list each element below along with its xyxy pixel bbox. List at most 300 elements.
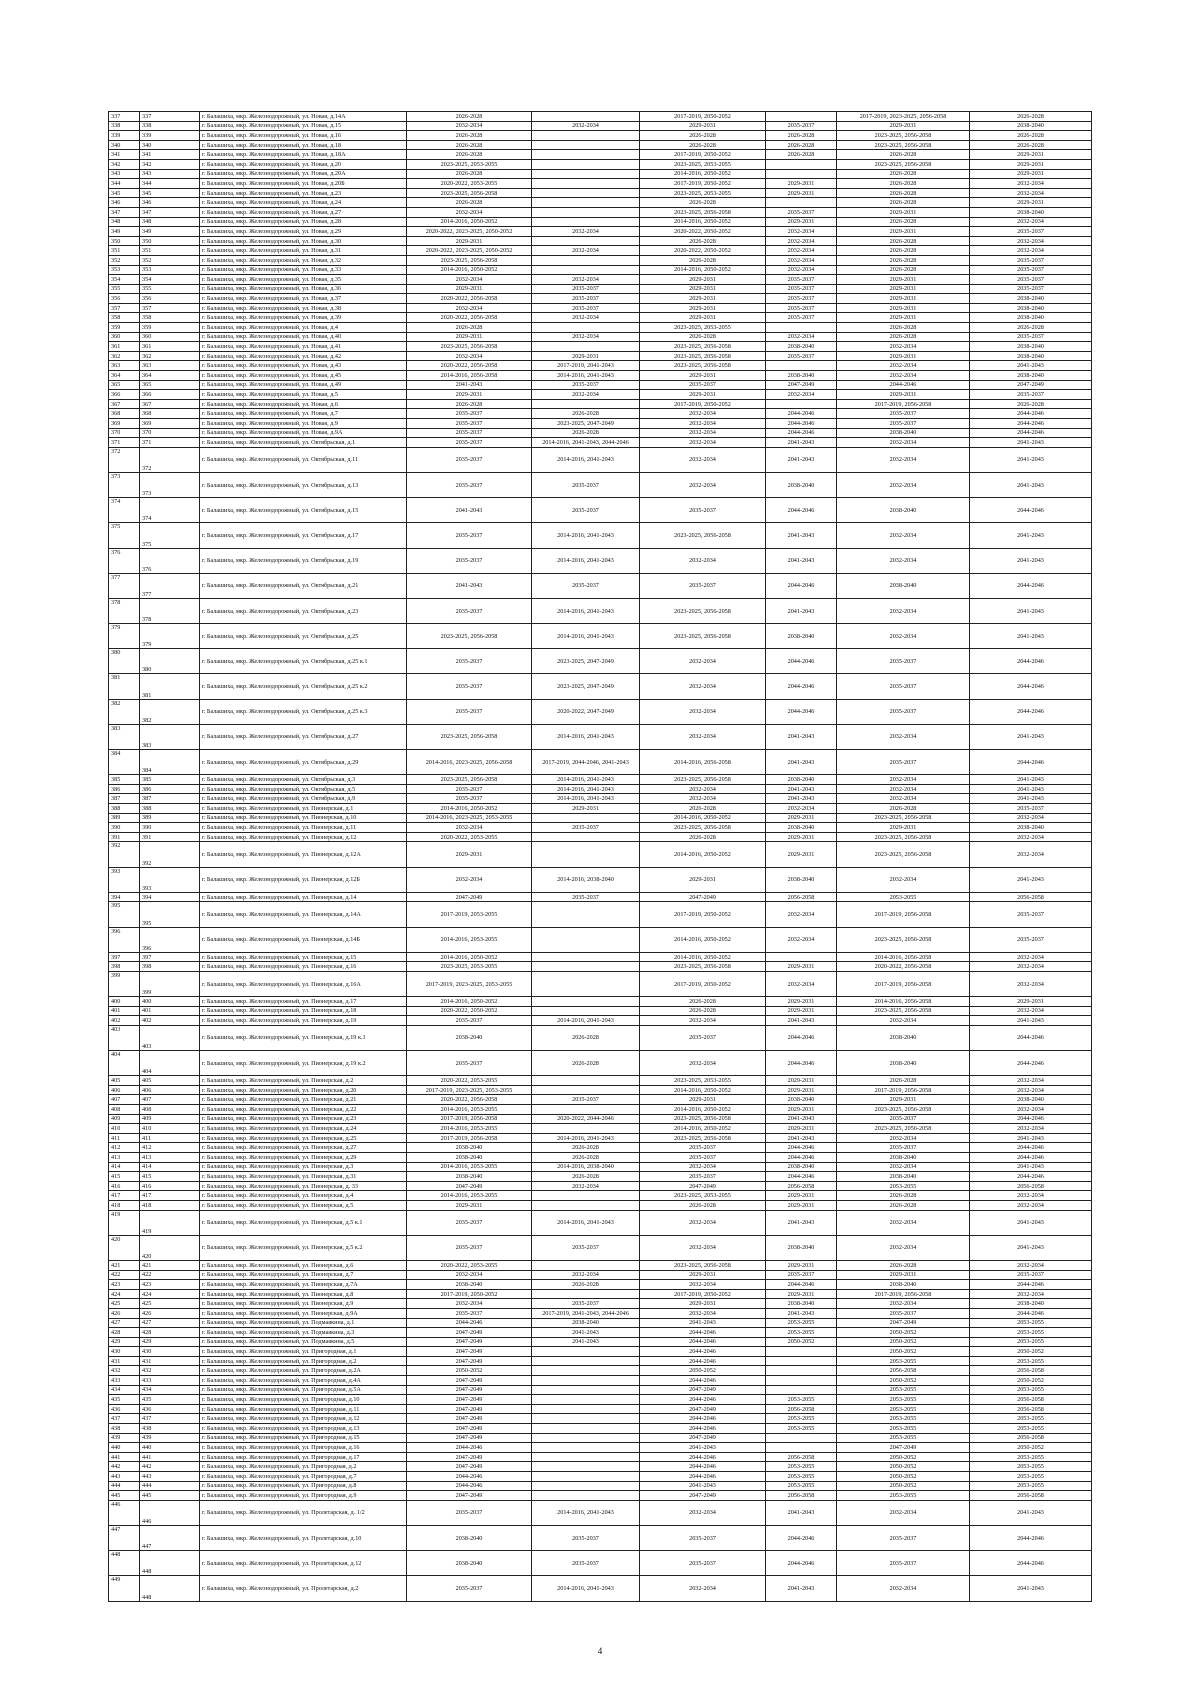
table-row — [109, 523, 1092, 548]
period-4-cell: 2041-2043 — [766, 1576, 837, 1601]
table-body — [109, 112, 1092, 1602]
period-3-cell: 2032-2034 — [640, 1576, 766, 1601]
period-2-cell: 2014-2016, 2041-2043, 2044-2046 — [532, 438, 640, 448]
period-6-cell: 2044-2046 — [970, 674, 1092, 699]
period-6-cell: 2032-2034 — [970, 1200, 1092, 1210]
row-number-cell: 442 — [140, 1462, 200, 1472]
period-6-cell: 2035-2037 — [970, 265, 1092, 275]
row-index-cell: 394 — [109, 892, 140, 902]
row-number-cell: 355 — [140, 284, 200, 294]
row-index-cell: 361 — [109, 342, 140, 352]
row-number-cell: 423 — [140, 1280, 200, 1290]
table-row — [109, 227, 1092, 237]
period-6-cell: 2038-2040 — [970, 371, 1092, 381]
row-index-cell: 436 — [109, 1404, 140, 1414]
row-index-cell: 342 — [109, 159, 140, 169]
period-4-cell: 2035-2037 — [766, 121, 837, 131]
period-2-cell: 2035-2037 — [532, 1095, 640, 1105]
period-1-cell: 2035-2037 — [407, 438, 532, 448]
period-4-cell: 2026-2028 — [766, 140, 837, 150]
period-6-cell: 2038-2040 — [970, 342, 1092, 352]
period-2-cell — [532, 842, 640, 867]
address-cell: г. Балашиха, мкр. Железнодорожный, ул. Новая, д.18 — [200, 140, 407, 150]
row-index-cell: 408 — [109, 1105, 140, 1115]
period-5-cell: 2032-2034 — [837, 1162, 970, 1172]
period-1-cell: 2035-2037 — [407, 548, 532, 573]
table-row — [109, 1260, 1092, 1270]
period-4-cell: 2029-2031 — [766, 1076, 837, 1086]
row-number-cell: 349 — [140, 227, 200, 237]
row-number-cell: 353 — [140, 265, 200, 275]
period-1-cell: 2014-2016, 2053-2055 — [407, 927, 532, 952]
period-1-cell: 2035-2037 — [407, 794, 532, 804]
period-6-cell: 2044-2046 — [970, 1153, 1092, 1163]
address-cell: г. Балашиха, мкр. Железнодорожный, ул. Новая, д.41 — [200, 342, 407, 352]
period-1-cell: 2026-2028 — [407, 140, 532, 150]
period-5-cell: 2053-2055 — [837, 1385, 970, 1395]
period-4-cell: 2032-2034 — [766, 227, 837, 237]
period-6-cell: 2044-2046 — [970, 1172, 1092, 1182]
period-5-cell: 2023-2025, 2056-2058 — [837, 813, 970, 823]
period-5-cell: 2053-2055 — [837, 1181, 970, 1191]
row-number-cell: 411 — [140, 1133, 200, 1143]
period-4-cell — [766, 952, 837, 962]
row-index-cell: 371 — [109, 438, 140, 448]
period-4-cell: 2029-2031 — [766, 813, 837, 823]
row-index-cell: 382 — [109, 699, 140, 724]
period-3-cell: 2026-2028 — [640, 332, 766, 342]
row-index-cell: 370 — [109, 428, 140, 438]
row-number-cell: 445 — [140, 1491, 200, 1501]
period-4-cell: 2053-2055 — [766, 1424, 837, 1434]
period-6-cell: 2032-2034 — [970, 236, 1092, 246]
period-3-cell: 2014-2016, 2050-2052 — [640, 265, 766, 275]
period-6-cell: 2053-2055 — [970, 1452, 1092, 1462]
address-cell: г. Балашиха, мкр. Железнодорожный, ул. Новая, д.20А — [200, 169, 407, 179]
period-1-cell: 2035-2037 — [407, 699, 532, 724]
row-index-cell: 351 — [109, 246, 140, 256]
period-3-cell: 2023-2025, 2056-2058 — [640, 1114, 766, 1124]
period-2-cell: 2038-2040 — [532, 1318, 640, 1328]
row-number-cell: 387 — [140, 794, 200, 804]
table-row — [109, 472, 1092, 497]
period-5-cell: 2023-2025, 2056-2058 — [837, 927, 970, 952]
period-3-cell: 2017-2019, 2050-2052 — [640, 1289, 766, 1299]
period-6-cell: 2041-2043 — [970, 1210, 1092, 1235]
row-number-cell: 365 — [140, 380, 200, 390]
period-3-cell: 2023-2025, 2053-2055 — [640, 159, 766, 169]
period-5-cell: 2038-2040 — [837, 1153, 970, 1163]
period-6-cell: 2032-2034 — [970, 813, 1092, 823]
period-5-cell: 2026-2028 — [837, 1260, 970, 1270]
period-5-cell: 2026-2028 — [837, 198, 970, 208]
period-4-cell — [766, 323, 837, 333]
period-1-cell: 2047-2049 — [407, 1395, 532, 1405]
address-cell: г. Балашиха, мкр. Железнодорожный, ул. Октябрьская, д.17 — [200, 523, 407, 548]
address-cell: г. Балашиха, мкр. Железнодорожный, ул. Новая, д.6 — [200, 399, 407, 409]
period-1-cell: 2047-2049 — [407, 1376, 532, 1386]
period-6-cell: 2044-2046 — [970, 1143, 1092, 1153]
period-5-cell: 2038-2040 — [837, 1051, 970, 1076]
period-1-cell: 2047-2049 — [407, 1491, 532, 1501]
period-4-cell: 2044-2046 — [766, 1025, 837, 1050]
row-index-cell: 373 — [109, 472, 140, 497]
address-cell: г. Балашиха, мкр. Железнодорожный, ул. Пролетарская, д.12 — [200, 1551, 407, 1576]
row-number-cell: 347 — [140, 207, 200, 217]
period-6-cell: 2038-2040 — [970, 313, 1092, 323]
period-3-cell: 2047-2049 — [640, 892, 766, 902]
period-1-cell: 2032-2034 — [407, 1299, 532, 1309]
period-4-cell — [766, 1443, 837, 1453]
row-index-cell: 406 — [109, 1085, 140, 1095]
period-3-cell: 2032-2034 — [640, 1162, 766, 1172]
period-3-cell: 2044-2046 — [640, 1395, 766, 1405]
row-index-cell: 353 — [109, 265, 140, 275]
address-cell: г. Балашиха, мкр. Железнодорожный, ул. Октябрьская, д.27 — [200, 724, 407, 749]
period-1-cell: 2047-2049 — [407, 1337, 532, 1347]
period-3-cell: 2032-2034 — [640, 438, 766, 448]
period-3-cell: 2023-2025, 2056-2058 — [640, 962, 766, 972]
period-2-cell — [532, 1385, 640, 1395]
period-3-cell: 2035-2037 — [640, 1551, 766, 1576]
table-row — [109, 971, 1092, 996]
period-3-cell: 2026-2028 — [640, 255, 766, 265]
period-6-cell: 2053-2055 — [970, 1337, 1092, 1347]
period-2-cell: 2035-2037 — [532, 892, 640, 902]
period-3-cell: 2029-2031 — [640, 1095, 766, 1105]
row-number-cell: 412 — [140, 1143, 200, 1153]
table-row — [109, 1124, 1092, 1134]
row-index-cell: 414 — [109, 1162, 140, 1172]
address-cell: г. Балашиха, мкр. Железнодорожный, ул. Новая, д.7 — [200, 409, 407, 419]
table-row — [109, 573, 1092, 598]
row-number-cell: 367 — [140, 399, 200, 409]
period-2-cell — [532, 342, 640, 352]
row-number-cell: 368 — [140, 409, 200, 419]
period-6-cell: 2029-2031 — [970, 150, 1092, 160]
period-2-cell: 2014-2016, 2041-2043 — [532, 523, 640, 548]
row-number-cell: 418 — [140, 1200, 200, 1210]
address-cell: г. Балашиха, мкр. Железнодорожный, ул. Новая, д.49 — [200, 380, 407, 390]
period-6-cell: 2041-2043 — [970, 548, 1092, 573]
period-1-cell: 2047-2049 — [407, 1462, 532, 1472]
period-5-cell: 2029-2031 — [837, 823, 970, 833]
row-number-cell: 376 — [140, 548, 200, 573]
period-2-cell: 2032-2034 — [532, 246, 640, 256]
period-3-cell: 2032-2034 — [640, 699, 766, 724]
period-2-cell: 2026-2028 — [532, 1143, 640, 1153]
period-6-cell: 2032-2034 — [970, 1085, 1092, 1095]
period-1-cell: 2038-2040 — [407, 1551, 532, 1576]
period-3-cell: 2014-2016, 2050-2052 — [640, 1124, 766, 1134]
period-5-cell: 2026-2028 — [837, 323, 970, 333]
row-index-cell: 367 — [109, 399, 140, 409]
address-cell: г. Балашиха, мкр. Железнодорожный, ул. Пионерская, д.9 — [200, 1299, 407, 1309]
address-cell: г. Балашиха, мкр. Железнодорожный, ул. Пролетарская, д. 1/2 — [200, 1500, 407, 1525]
period-4-cell: 2032-2034 — [766, 246, 837, 256]
period-4-cell — [766, 169, 837, 179]
table-row — [109, 813, 1092, 823]
period-2-cell: 2032-2034 — [532, 390, 640, 400]
period-4-cell: 2029-2031 — [766, 1200, 837, 1210]
period-1-cell: 2035-2037 — [407, 523, 532, 548]
period-4-cell — [766, 112, 837, 122]
period-1-cell: 2020-2022, 2056-2058 — [407, 361, 532, 371]
row-index-cell: 419 — [109, 1210, 140, 1235]
row-index-cell: 403 — [109, 1025, 140, 1050]
period-3-cell: 2014-2016, 2050-2052 — [640, 813, 766, 823]
period-1-cell: 2014-2016, 2053-2055 — [407, 1191, 532, 1201]
period-5-cell: 2038-2040 — [837, 1280, 970, 1290]
period-4-cell: 2053-2055 — [766, 1462, 837, 1472]
row-number-cell: 363 — [140, 361, 200, 371]
period-6-cell: 2044-2046 — [970, 409, 1092, 419]
address-cell: г. Балашиха, мкр. Железнодорожный, ул. Пионерская, д.14Б — [200, 927, 407, 952]
period-1-cell: 2026-2028 — [407, 399, 532, 409]
row-index-cell: 393 — [109, 867, 140, 892]
period-1-cell: 2047-2049 — [407, 1347, 532, 1357]
period-2-cell — [532, 112, 640, 122]
row-number-cell: 438 — [140, 1424, 200, 1434]
table-row — [109, 179, 1092, 189]
row-index-cell: 417 — [109, 1191, 140, 1201]
period-4-cell: 2041-2043 — [766, 750, 837, 775]
row-number-cell: 433 — [140, 1376, 200, 1386]
period-6-cell: 2056-2058 — [970, 1181, 1092, 1191]
period-2-cell — [532, 1376, 640, 1386]
period-3-cell: 2032-2034 — [640, 674, 766, 699]
address-cell: г. Балашиха, мкр. Железнодорожный, ул. Пригородная, д.13 — [200, 1424, 407, 1434]
period-2-cell: 2035-2037 — [532, 1551, 640, 1576]
period-3-cell: 2035-2037 — [640, 1525, 766, 1550]
row-number-cell: 371 — [140, 438, 200, 448]
period-1-cell: 2047-2049 — [407, 1181, 532, 1191]
period-6-cell: 2053-2055 — [970, 1481, 1092, 1491]
row-number-cell: 394 — [140, 892, 200, 902]
period-5-cell: 2032-2034 — [837, 548, 970, 573]
address-cell: г. Балашиха, мкр. Железнодорожный, ул. Пионерская, д.5 к.1 — [200, 1210, 407, 1235]
period-5-cell: 2032-2034 — [837, 1210, 970, 1235]
period-6-cell: 2032-2034 — [970, 1191, 1092, 1201]
period-1-cell: 2047-2049 — [407, 1414, 532, 1424]
period-4-cell: 2032-2034 — [766, 902, 837, 927]
period-3-cell: 2029-2031 — [640, 303, 766, 313]
period-2-cell — [532, 1395, 640, 1405]
row-index-cell: 413 — [109, 1153, 140, 1163]
row-index-cell: 449 — [109, 1576, 140, 1601]
address-cell: г. Балашиха, мкр. Железнодорожный, ул. Новая, д.4 — [200, 323, 407, 333]
period-3-cell: 2032-2034 — [640, 548, 766, 573]
table-row — [109, 246, 1092, 256]
table-row — [109, 217, 1092, 227]
row-index-cell: 422 — [109, 1270, 140, 1280]
period-4-cell: 2047-2049 — [766, 380, 837, 390]
row-index-cell: 338 — [109, 121, 140, 131]
row-index-cell: 445 — [109, 1491, 140, 1501]
period-1-cell: 2023-2025, 2056-2058 — [407, 188, 532, 198]
row-number-cell: 341 — [140, 150, 200, 160]
row-number-cell: 384 — [140, 750, 200, 775]
period-4-cell: 2044-2046 — [766, 674, 837, 699]
period-5-cell: 2032-2034 — [837, 775, 970, 785]
period-3-cell: 2026-2028 — [640, 140, 766, 150]
period-2-cell: 2032-2034 — [532, 1270, 640, 1280]
period-4-cell: 2041-2043 — [766, 794, 837, 804]
period-4-cell: 2035-2037 — [766, 275, 837, 285]
period-6-cell: 2035-2037 — [970, 284, 1092, 294]
row-number-cell: 399 — [140, 971, 200, 996]
period-1-cell: 2023-2025, 2053-2055 — [407, 159, 532, 169]
period-1-cell: 2047-2049 — [407, 1328, 532, 1338]
row-index-cell: 386 — [109, 784, 140, 794]
period-4-cell: 2041-2043 — [766, 548, 837, 573]
period-1-cell: 2038-2040 — [407, 1143, 532, 1153]
period-3-cell: 2044-2046 — [640, 1424, 766, 1434]
period-2-cell: 2032-2034 — [532, 121, 640, 131]
row-index-cell: 337 — [109, 112, 140, 122]
address-cell: г. Балашиха, мкр. Железнодорожный, ул. Пролетарская, д.2 — [200, 1576, 407, 1601]
table-row — [109, 1085, 1092, 1095]
period-5-cell: 2035-2037 — [837, 649, 970, 674]
row-index-cell: 421 — [109, 1260, 140, 1270]
period-5-cell: 2023-2025, 2056-2058 — [837, 140, 970, 150]
period-1-cell: 2014-2016, 2050-2052 — [407, 265, 532, 275]
period-6-cell: 2044-2046 — [970, 428, 1092, 438]
table-row — [109, 1299, 1092, 1309]
period-6-cell: 2041-2043 — [970, 724, 1092, 749]
period-6-cell: 2035-2037 — [970, 1270, 1092, 1280]
row-number-cell: 372 — [140, 447, 200, 472]
period-5-cell: 2023-2025, 2056-2058 — [837, 1124, 970, 1134]
period-6-cell: 2056-2058 — [970, 1491, 1092, 1501]
period-6-cell: 2032-2034 — [970, 962, 1092, 972]
period-1-cell: 2041-2043 — [407, 498, 532, 523]
row-index-cell: 428 — [109, 1328, 140, 1338]
period-4-cell: 2041-2043 — [766, 1133, 837, 1143]
period-3-cell: 2035-2037 — [640, 1143, 766, 1153]
period-1-cell: 2035-2037 — [407, 598, 532, 623]
row-number-cell: 444 — [140, 1481, 200, 1491]
period-3-cell: 2044-2046 — [640, 1337, 766, 1347]
row-index-cell: 355 — [109, 284, 140, 294]
period-4-cell: 2029-2031 — [766, 217, 837, 227]
row-index-cell: 439 — [109, 1433, 140, 1443]
period-1-cell: 2038-2040 — [407, 1280, 532, 1290]
period-3-cell: 2023-2025, 2056-2058 — [640, 207, 766, 217]
period-1-cell: 2035-2037 — [407, 472, 532, 497]
period-5-cell: 2032-2034 — [837, 361, 970, 371]
address-cell: г. Балашиха, мкр. Железнодорожный, ул. Новая, д.29 — [200, 227, 407, 237]
period-3-cell: 2014-2016, 2050-2052 — [640, 1085, 766, 1095]
period-5-cell: 2029-2031 — [837, 227, 970, 237]
period-1-cell: 2038-2040 — [407, 1025, 532, 1050]
row-number-cell: 391 — [140, 832, 200, 842]
period-4-cell — [766, 1433, 837, 1443]
period-3-cell: 2029-2031 — [640, 371, 766, 381]
row-index-cell: 357 — [109, 303, 140, 313]
period-4-cell: 2029-2031 — [766, 832, 837, 842]
period-1-cell: 2020-2022, 2050-2052 — [407, 1006, 532, 1016]
row-number-cell: 427 — [140, 1318, 200, 1328]
address-cell: г. Балашиха, мкр. Железнодорожный, ул. Октябрьская, д.1 — [200, 438, 407, 448]
period-3-cell: 2047-2049 — [640, 1404, 766, 1414]
period-3-cell: 2032-2034 — [640, 1308, 766, 1318]
table-row — [109, 1076, 1092, 1086]
period-5-cell: 2029-2031 — [837, 313, 970, 323]
period-3-cell: 2014-2016, 2050-2052 — [640, 952, 766, 962]
period-6-cell: 2041-2043 — [970, 447, 1092, 472]
table-row — [109, 775, 1092, 785]
period-2-cell: 2029-2031 — [532, 351, 640, 361]
table-row — [109, 962, 1092, 972]
address-cell: г. Балашиха, мкр. Железнодорожный, ул. Пионерская, д.19 к.2 — [200, 1051, 407, 1076]
period-4-cell: 2044-2046 — [766, 428, 837, 438]
period-2-cell: 2035-2037 — [532, 303, 640, 313]
address-cell: г. Балашиха, мкр. Железнодорожный, ул. Новая, д.36 — [200, 284, 407, 294]
period-3-cell: 2026-2028 — [640, 236, 766, 246]
period-4-cell: 2032-2034 — [766, 971, 837, 996]
period-6-cell: 2038-2040 — [970, 303, 1092, 313]
period-4-cell: 2044-2046 — [766, 1143, 837, 1153]
period-5-cell: 2032-2034 — [837, 472, 970, 497]
table-row — [109, 1337, 1092, 1347]
row-number-cell: 343 — [140, 169, 200, 179]
row-number-cell: 440 — [140, 1443, 200, 1453]
period-5-cell: 2035-2037 — [837, 1551, 970, 1576]
row-index-cell: 401 — [109, 1006, 140, 1016]
row-index-cell: 348 — [109, 217, 140, 227]
period-1-cell: 2035-2037 — [407, 674, 532, 699]
period-2-cell: 2035-2037 — [532, 294, 640, 304]
period-5-cell: 2032-2034 — [837, 724, 970, 749]
table-row — [109, 1433, 1092, 1443]
period-2-cell — [532, 927, 640, 952]
period-5-cell: 2047-2049 — [837, 1443, 970, 1453]
table-row — [109, 997, 1092, 1007]
period-6-cell: 2044-2046 — [970, 1114, 1092, 1124]
row-number-cell: 378 — [140, 598, 200, 623]
period-1-cell: 2017-2019, 2023-2025, 2053-2055 — [407, 971, 532, 996]
table-row — [109, 265, 1092, 275]
period-2-cell: 2035-2037 — [532, 1235, 640, 1260]
period-5-cell: 2053-2055 — [837, 1404, 970, 1414]
row-index-cell: 398 — [109, 962, 140, 972]
period-6-cell: 2056-2058 — [970, 1395, 1092, 1405]
period-2-cell — [532, 169, 640, 179]
period-3-cell: 2032-2034 — [640, 1500, 766, 1525]
period-2-cell — [532, 1200, 640, 1210]
period-2-cell — [532, 217, 640, 227]
period-4-cell: 2041-2043 — [766, 438, 837, 448]
period-2-cell: 2032-2034 — [532, 275, 640, 285]
period-5-cell: 2026-2028 — [837, 1200, 970, 1210]
row-number-cell: 434 — [140, 1385, 200, 1395]
period-1-cell: 2023-2025, 2056-2058 — [407, 342, 532, 352]
table-row — [109, 198, 1092, 208]
row-number-cell: 358 — [140, 313, 200, 323]
period-1-cell: 2035-2037 — [407, 428, 532, 438]
period-4-cell: 2044-2046 — [766, 1172, 837, 1182]
period-4-cell: 2044-2046 — [766, 498, 837, 523]
address-cell: г. Балашиха, мкр. Железнодорожный, ул. Подмаякина, д.1 — [200, 1318, 407, 1328]
period-4-cell — [766, 1356, 837, 1366]
period-5-cell: 2032-2034 — [837, 438, 970, 448]
period-5-cell: 2026-2028 — [837, 217, 970, 227]
period-5-cell: 2029-2031 — [837, 275, 970, 285]
address-cell: г. Балашиха, мкр. Железнодорожный, ул. Пионерская, д.16 — [200, 962, 407, 972]
period-6-cell: 2035-2037 — [970, 902, 1092, 927]
period-2-cell: 2032-2034 — [532, 332, 640, 342]
